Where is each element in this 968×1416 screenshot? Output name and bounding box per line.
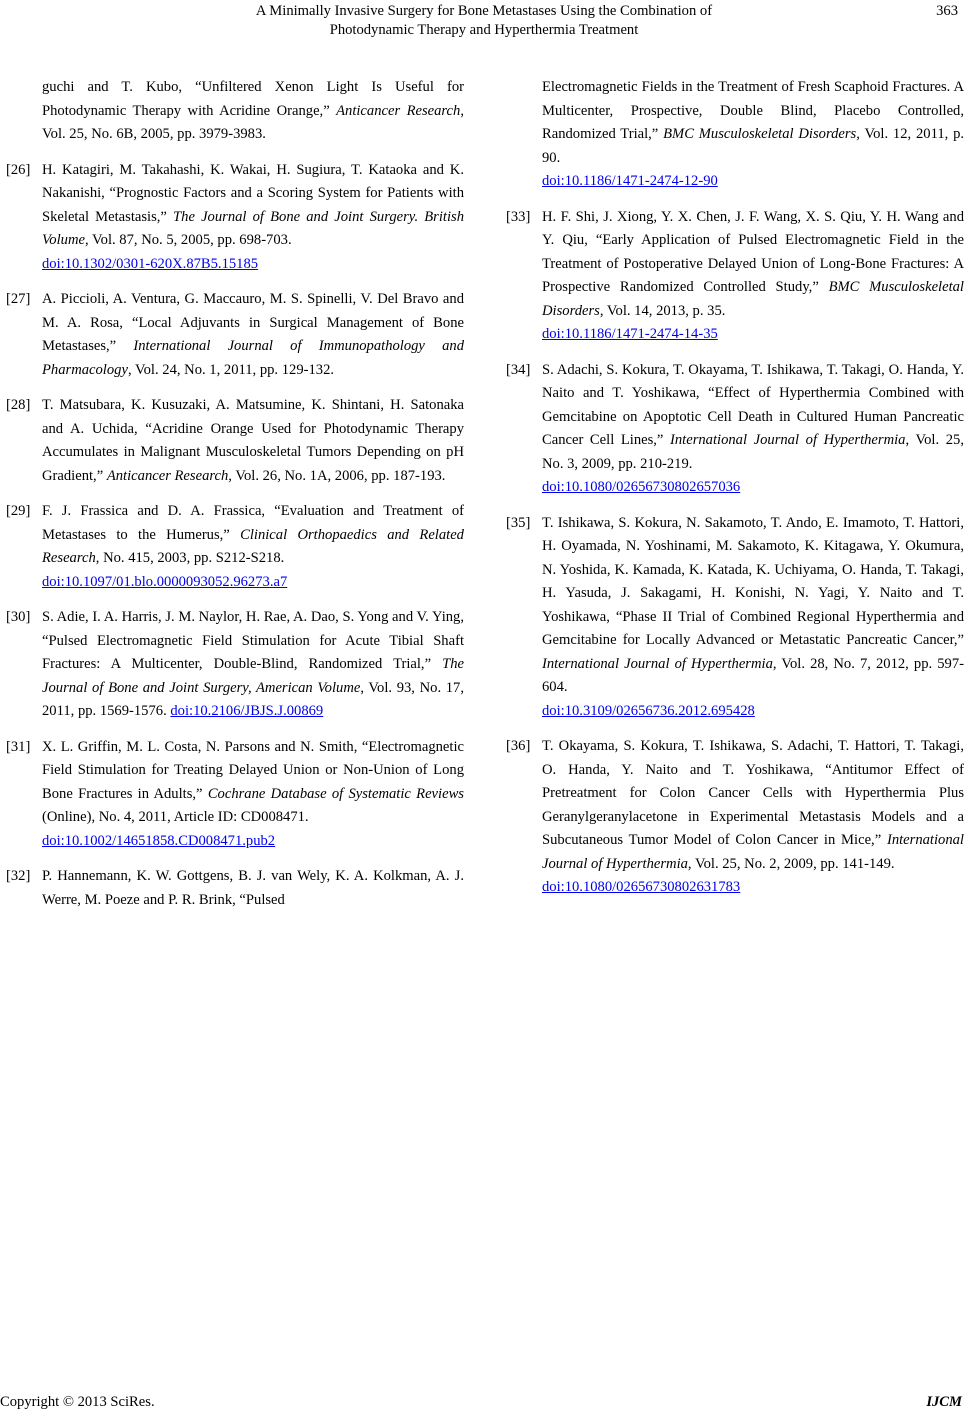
reference-details: , Vol. 24, No. 1, 2011, pp. 129-132. xyxy=(127,361,335,378)
reference-continued xyxy=(6,76,464,147)
reference-authors-title: X. L. Griffin, M. L. Costa, N. Parsons and N. Smith, “Electromagnetic Field Stimulation for Treating Delayed Union or Non-Union of Long Bone Fractures in Adults,” xyxy=(42,738,464,802)
reference-journal: Anticancer Research xyxy=(106,467,229,484)
reference-28 xyxy=(6,394,464,488)
reference-text: guchi and T. Kubo, “Unfiltered Xenon Light Is Useful for Photodynamic Therapy with Acridine Orange,” xyxy=(42,79,464,119)
reference-number: [27] xyxy=(6,291,31,307)
reference-27 xyxy=(6,288,464,382)
reference-journal: International Journal of Hyperthermia xyxy=(542,655,773,672)
doi-link[interactable]: doi:10.3109/02656736.2012.695428 xyxy=(542,702,755,719)
doi-link[interactable]: doi:10.1080/02656730802631783 xyxy=(542,879,741,895)
reference-33 xyxy=(506,206,964,347)
doi-link[interactable]: doi:10.1080/02656730802657036 xyxy=(542,479,741,495)
reference-authors-title: T. Okayama, S. Kokura, T. Ishikawa, S. Adachi, T. Hattori, T. Takagi, O. Handa, Y. Naito and T. Yoshikawa, “Antitumor Effect of Pretreatment for Colon Cancer Cells with Hyperthermia Plus Geranylgeranylacetone in Experimental Metastasis Models and a Subcutaneous Tumor Model of Colon Cancer in Mice,” xyxy=(542,738,964,848)
reference-details: , Vol. 93, No. 17, 2011, pp. 1569-1576. xyxy=(42,679,464,719)
reference-journal: Clinical Orthopaedics and Related Research xyxy=(42,526,464,566)
reference-authors-title: A. Piccioli, A. Ventura, G. Maccauro, M. S. Spinelli, V. Del Bravo and M. A. Rosa, “Local Adjuvants in Surgical Management of Bone Metastases,” xyxy=(42,291,464,354)
reference-authors-title: H. F. Shi, J. Xiong, Y. X. Chen, J. F. Wang, X. S. Qiu, Y. H. Wang and Y. Qiu, “Early Application of Pulsed Electromagnetic Field in the Treatment of Postoperative Delayed Union of Long-Bone Fractures: A Prospective Randomized Controlled Study,” xyxy=(542,208,964,295)
reference-journal: Anticancer Research xyxy=(336,102,461,119)
reference-journal: International Journal of Hyperthermia xyxy=(670,432,906,448)
reference-journal: Cochrane Database of Systematic Reviews xyxy=(207,785,464,802)
reference-journal: The Journal of Bone and Joint Surgery. British Volume xyxy=(42,208,464,248)
reference-details: (Online), No. 4, 2011, Article ID: CD008471. xyxy=(42,809,309,825)
reference-35 xyxy=(506,512,964,724)
reference-text: Electromagnetic Fields in the Treatment of Fresh Scaphoid Fractures. A Multicenter, Prospective, Double Blind, Placebo Controlled, Randomized Trial,” xyxy=(542,79,964,142)
running-header xyxy=(0,0,968,42)
left-column xyxy=(6,76,464,924)
reference-details: , Vol. 25, No. 3, 2009, pp. 210-219. xyxy=(542,432,964,472)
reference-journal: BMC Musculoskeletal Disorders, xyxy=(663,126,860,142)
reference-authors-title: T. Ishikawa, S. Kokura, N. Sakamoto, T. Ando, E. Imamoto, T. Hattori, H. Oyamada, N. Yoshinami, M. Sakamoto, K. Kitagawa, Y. Okumura, N. Yoshida, K. Kamada, K. Katada, K. Uchiyama, O. Handa, T. Takagi, H. Yasuda, J. Sakagami, H. Konishi, N. Yagi, Y. Naito and T. Yoshikawa, “Phase II Trial of Combined Regional Hyperthermia and Gemcitabine for Locally Advanced or Metastatic Pancreatic Cancer,” xyxy=(542,514,964,648)
reference-journal: The Journal of Bone and Joint Surgery, American Volume xyxy=(42,656,465,696)
reference-number: [35] xyxy=(506,514,531,531)
copyright-notice: Copyright © 2013 SciRes. xyxy=(0,1394,155,1410)
reference-29 xyxy=(6,500,464,594)
header-title-line-1: A Minimally Invasive Surgery for Bone Metastases Using the Combination of xyxy=(255,3,713,19)
reference-authors-title: S. Adachi, S. Kokura, T. Okayama, T. Ishikawa, T. Takagi, O. Handa, Y. Naito and T. Yoshikawa, “Effect of Hyperthermia Combined with Gemcitabine on Apoptotic Cell Death in Cultured Human Pancreatic Cancer Cell Lines,” xyxy=(542,361,964,448)
reference-details: , Vol. 25, No. 2, 2009, pp. 141-149. xyxy=(687,855,895,872)
reference-details: , Vol. 26, No. 1A, 2006, pp. 187-193. xyxy=(228,467,446,484)
reference-journal: International Journal of Immunopathology and Pharmacology xyxy=(42,338,464,378)
reference-details: Vol. 12, 2011, p. 90. xyxy=(542,126,965,166)
reference-32 xyxy=(6,865,464,912)
reference-details: , Vol. 14, 2013, p. 35. xyxy=(599,302,726,319)
reference-authors-title: T. Matsubara, K. Kusuzaki, A. Matsumine, K. Shintani, H. Satonaka and A. Uchida, “Acridine Orange Used for Photodynamic Therapy Accumulates in Malignant Musculoskeletal Tumors Depending on pH Gradient,” xyxy=(42,397,464,484)
page-number: 363 xyxy=(936,3,958,19)
reference-number: [32] xyxy=(6,868,31,884)
reference-number: [30] xyxy=(6,609,31,625)
doi-link[interactable]: doi:10.1186/1471-2474-12-90 xyxy=(542,173,718,189)
reference-number: [28] xyxy=(6,397,31,413)
reference-number: [26] xyxy=(6,161,31,178)
reference-continued xyxy=(506,76,964,194)
right-column xyxy=(506,76,964,912)
reference-authors-title: H. Katagiri, M. Takahashi, K. Wakai, H. Sugiura, T. Kataoka and K. Nakanishi, “Prognostic Factors and a Scoring System for Patients with Skeletal Metastasis,” xyxy=(42,161,464,225)
reference-journal: International Journal of Hyperthermia xyxy=(542,832,964,872)
doi-link[interactable]: doi:10.1097/01.blo.0000093052.96273.a7 xyxy=(42,573,288,590)
reference-number: [31] xyxy=(6,738,31,755)
reference-26 xyxy=(6,159,464,277)
journal-abbreviation: IJCM xyxy=(926,1394,962,1410)
reference-authors-title: F. J. Frassica and D. A. Frassica, “Evaluation and Treatment of Metastases to the Humerus,” xyxy=(42,503,464,543)
reference-number: [34] xyxy=(506,361,531,378)
reference-authors-title: S. Adie, I. A. Harris, J. M. Naylor, H. Rae, A. Dao, S. Yong and V. Ying, “Pulsed Electromagnetic Field Stimulation for Acute Tibial Shaft Fractures: A Multicenter, Double-Blind, Randomized Trial,” xyxy=(42,609,464,672)
reference-details: , Vol. 28, No. 7, 2012, pp. 597-604. xyxy=(542,655,964,695)
reference-30 xyxy=(6,606,464,724)
reference-details: , Vol. 25, No. 6B, 2005, pp. 3979-3983. xyxy=(42,102,464,142)
reference-authors-title: P. Hannemann, K. W. Gottgens, B. J. van Wely, K. A. Kolkman, A. J. Werre, M. Poeze and P. R. Brink, “Pulsed xyxy=(42,868,464,908)
reference-34 xyxy=(506,359,964,500)
doi-link[interactable]: doi:10.1302/0301-620X.87B5.15185 xyxy=(42,255,259,272)
reference-journal: BMC Musculoskeletal Disorders xyxy=(542,279,964,319)
reference-36 xyxy=(506,735,964,900)
page-footer xyxy=(0,1394,968,1416)
reference-details: , No. 415, 2003, pp. S212-S218. xyxy=(95,550,285,566)
reference-31 xyxy=(6,736,464,854)
reference-number: [36] xyxy=(506,738,531,754)
doi-link[interactable]: doi:10.1002/14651858.CD008471.pub2 xyxy=(42,832,276,849)
reference-number: [33] xyxy=(506,208,531,225)
reference-number: [29] xyxy=(6,503,31,519)
reference-details: , Vol. 87, No. 5, 2005, pp. 698-703. xyxy=(84,232,292,248)
header-title-line-2: Photodynamic Therapy and Hyperthermia Treatment xyxy=(329,22,639,38)
doi-link[interactable]: doi:10.2106/JBJS.J.00869 xyxy=(170,703,324,719)
doi-link[interactable]: doi:10.1186/1471-2474-14-35 xyxy=(542,326,718,342)
